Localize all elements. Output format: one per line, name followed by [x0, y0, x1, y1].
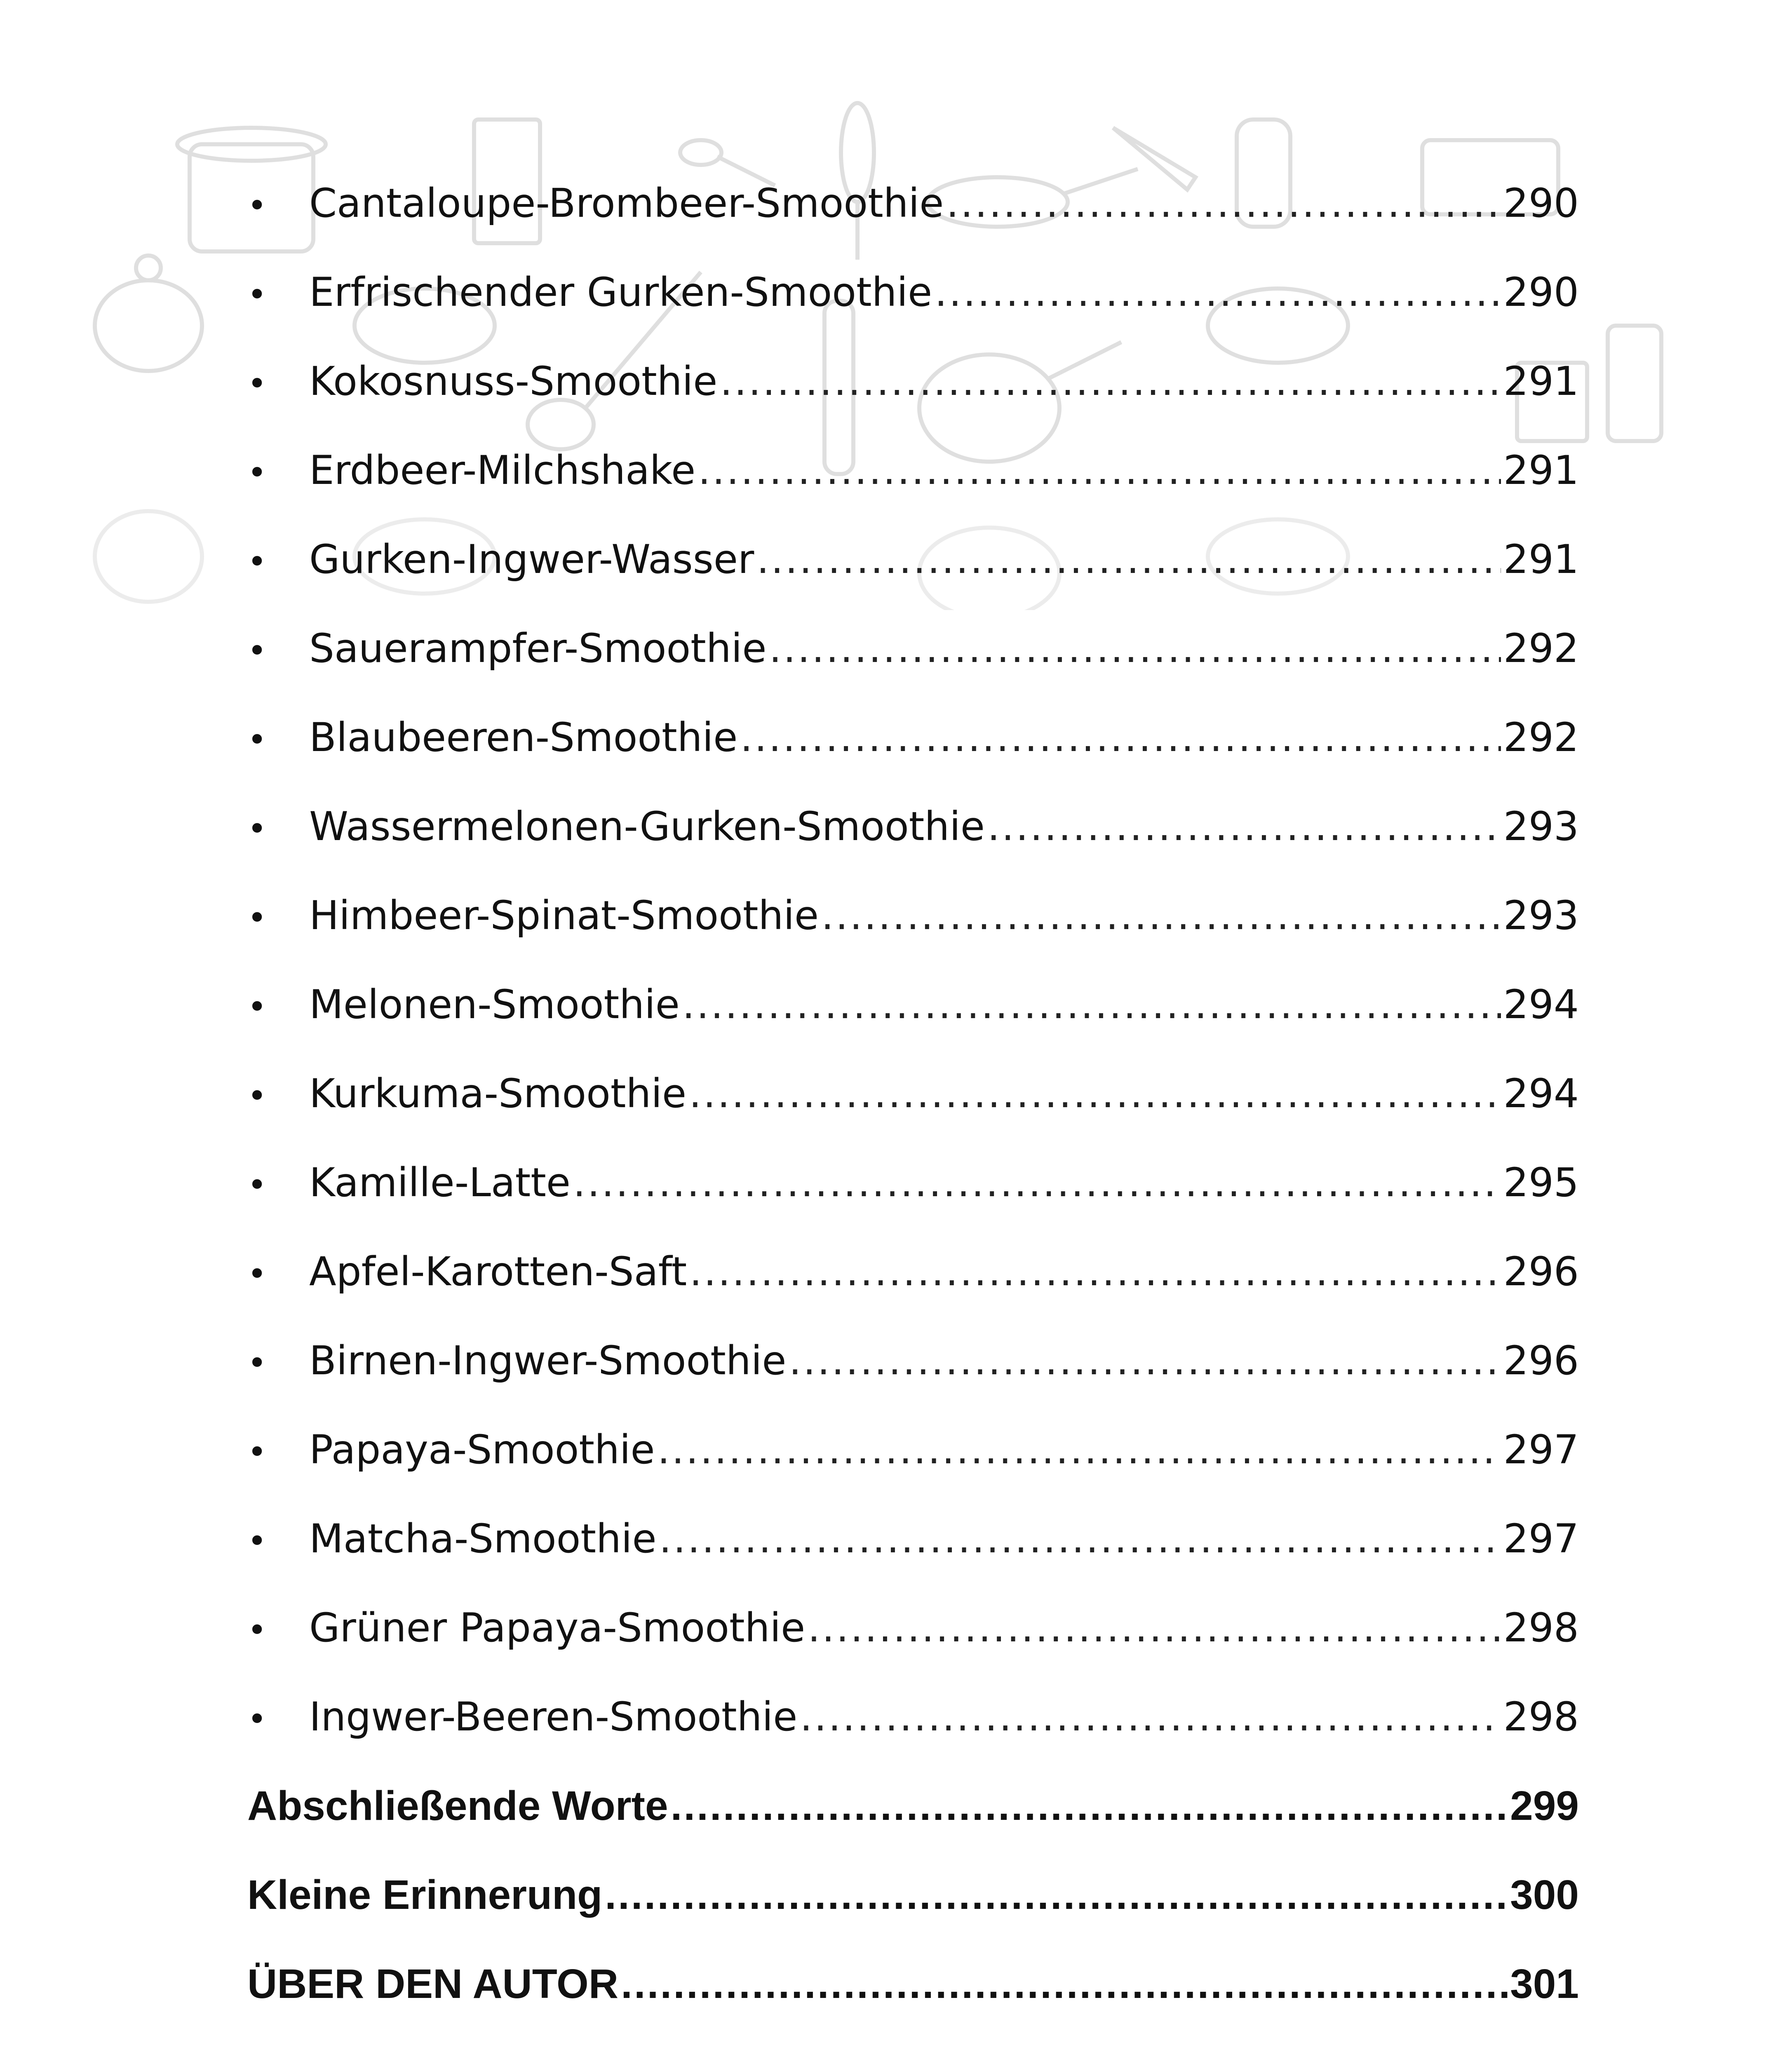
dot-leader	[946, 159, 1501, 248]
toc-entry-title: Kleine Erinnerung	[247, 1872, 603, 1918]
toc-entry-page-number: 294	[1503, 1070, 1579, 1117]
toc-sub-entry[interactable]	[247, 426, 1579, 515]
dot-leader	[808, 1583, 1501, 1672]
toc-entry-page-number: 301	[1510, 1961, 1579, 2007]
dot-leader	[789, 1316, 1501, 1405]
bullet-icon: •	[247, 1255, 267, 1293]
toc-entry-page-number: 290	[1503, 269, 1579, 315]
bullet-icon: •	[247, 810, 267, 848]
toc-entry-title: Birnen-Ingwer-Smoothie	[309, 1338, 787, 1384]
bullet-icon: •	[247, 721, 267, 759]
toc-sub-entry[interactable]	[247, 337, 1579, 426]
toc-sub-entry[interactable]	[247, 604, 1579, 693]
toc-sub-entries	[247, 159, 1579, 1761]
bullet-icon: •	[247, 1433, 267, 1471]
dot-leader	[689, 1049, 1501, 1138]
toc-sub-entry[interactable]	[247, 1138, 1579, 1227]
toc-sub-entry[interactable]	[247, 1227, 1579, 1316]
toc-entry-title: Erfrischender Gurken-Smoothie	[309, 269, 932, 315]
toc-entry-title: Melonen-Smoothie	[309, 981, 680, 1028]
toc-entry-page-number: 298	[1503, 1605, 1579, 1651]
toc-entry-page-number: 291	[1503, 447, 1579, 493]
dot-leader	[935, 248, 1501, 337]
toc-entry-page-number: 293	[1503, 892, 1579, 939]
toc-sub-entry[interactable]	[247, 871, 1579, 960]
toc-sub-entry[interactable]	[247, 693, 1579, 782]
bullet-icon: •	[247, 1611, 267, 1649]
toc-sub-entry[interactable]	[247, 515, 1579, 604]
toc-sub-entry[interactable]	[247, 1316, 1579, 1405]
toc-entry-title: Himbeer-Spinat-Smoothie	[309, 892, 819, 939]
toc-entry-page-number: 297	[1503, 1427, 1579, 1473]
bullet-icon: •	[247, 1522, 267, 1560]
toc-entry-title: Kamille-Latte	[309, 1160, 571, 1206]
toc-entry-title: Sauerampfer-Smoothie	[309, 625, 767, 671]
dot-leader	[682, 960, 1501, 1049]
bullet-icon: •	[247, 275, 267, 314]
toc-entry-title: Gurken-Ingwer-Wasser	[309, 536, 754, 582]
toc-entry-title: Cantaloupe-Brombeer-Smoothie	[309, 180, 944, 226]
dot-leader	[689, 1227, 1501, 1316]
dot-leader	[573, 1138, 1501, 1227]
toc-sub-entry[interactable]	[247, 1672, 1579, 1761]
toc-entry-page-number: 296	[1503, 1249, 1579, 1295]
toc-entry-title: Kokosnuss-Smoothie	[309, 358, 718, 404]
toc-entry-title: Kurkuma-Smoothie	[309, 1070, 687, 1117]
toc-entry-page-number: 298	[1503, 1694, 1579, 1740]
bullet-icon: •	[247, 542, 267, 581]
toc-entry-page-number: 297	[1503, 1516, 1579, 1562]
dot-leader	[740, 693, 1501, 782]
toc-entry-page-number: 292	[1503, 625, 1579, 671]
dot-leader	[659, 1494, 1501, 1583]
toc-main-entry[interactable]	[247, 1761, 1579, 1850]
toc-entry-page-number: 296	[1503, 1338, 1579, 1384]
bullet-icon: •	[247, 988, 267, 1026]
dot-leader	[605, 1850, 1508, 1939]
dot-leader	[698, 426, 1501, 515]
dot-leader	[800, 1672, 1501, 1761]
bullet-icon: •	[247, 1700, 267, 1738]
toc-entry-page-number: 291	[1503, 358, 1579, 404]
dot-leader	[671, 1761, 1508, 1850]
toc-entry-title: Blaubeeren-Smoothie	[309, 714, 738, 761]
toc-entry-title: ÜBER DEN AUTOR	[247, 1961, 619, 2007]
toc-main-entry[interactable]	[247, 1850, 1579, 1939]
toc-sub-entry[interactable]	[247, 248, 1579, 337]
toc-entry-title: Matcha-Smoothie	[309, 1516, 657, 1562]
toc-entry-page-number: 293	[1503, 803, 1579, 850]
toc-entry-title: Abschließende Worte	[247, 1783, 668, 1829]
toc-sub-entry[interactable]	[247, 1405, 1579, 1494]
sugar-bowl-icon	[95, 256, 202, 371]
toc-entry-title: Erdbeer-Milchshake	[309, 447, 696, 493]
dot-leader	[769, 604, 1501, 693]
bullet-icon: •	[247, 364, 267, 403]
table-of-contents	[247, 159, 1579, 2028]
bullet-icon: •	[247, 899, 267, 937]
dot-leader	[756, 515, 1501, 604]
dot-leader	[987, 782, 1501, 871]
toc-entry-title: Apfel-Karotten-Saft	[309, 1249, 687, 1295]
toc-sub-entry[interactable]	[247, 1049, 1579, 1138]
bullet-icon: •	[247, 1077, 267, 1115]
toc-entry-page-number: 291	[1503, 536, 1579, 582]
toc-entry-page-number: 299	[1510, 1783, 1579, 1829]
toc-entry-page-number: 290	[1503, 180, 1579, 226]
bullet-icon: •	[247, 631, 267, 670]
bullet-icon: •	[247, 453, 267, 492]
dot-leader	[621, 1939, 1508, 2028]
toc-entry-page-number: 295	[1503, 1160, 1579, 1206]
toc-sub-entry[interactable]	[247, 782, 1579, 871]
dot-leader	[658, 1405, 1501, 1494]
toc-main-entries	[247, 1761, 1579, 2028]
grater-icon	[1608, 326, 1661, 441]
dot-leader	[821, 871, 1501, 960]
toc-entry-title: Grüner Papaya-Smoothie	[309, 1605, 806, 1651]
toc-entry-title: Ingwer-Beeren-Smoothie	[309, 1694, 798, 1740]
toc-sub-entry[interactable]	[247, 960, 1579, 1049]
toc-entry-page-number: 294	[1503, 981, 1579, 1028]
toc-entry-title: Papaya-Smoothie	[309, 1427, 655, 1473]
bullet-icon: •	[247, 1344, 267, 1382]
dot-leader	[720, 337, 1501, 426]
toc-entry-page-number: 300	[1510, 1872, 1579, 1918]
toc-main-entry[interactable]	[247, 1939, 1579, 2028]
toc-sub-entry[interactable]	[247, 1494, 1579, 1583]
toc-entry-title: Wassermelonen-Gurken-Smoothie	[309, 803, 985, 850]
toc-sub-entry[interactable]	[247, 1583, 1579, 1672]
bullet-icon: •	[247, 186, 267, 225]
bullet-icon: •	[247, 1166, 267, 1204]
toc-sub-entry[interactable]	[247, 159, 1579, 248]
toc-entry-page-number: 292	[1503, 714, 1579, 761]
